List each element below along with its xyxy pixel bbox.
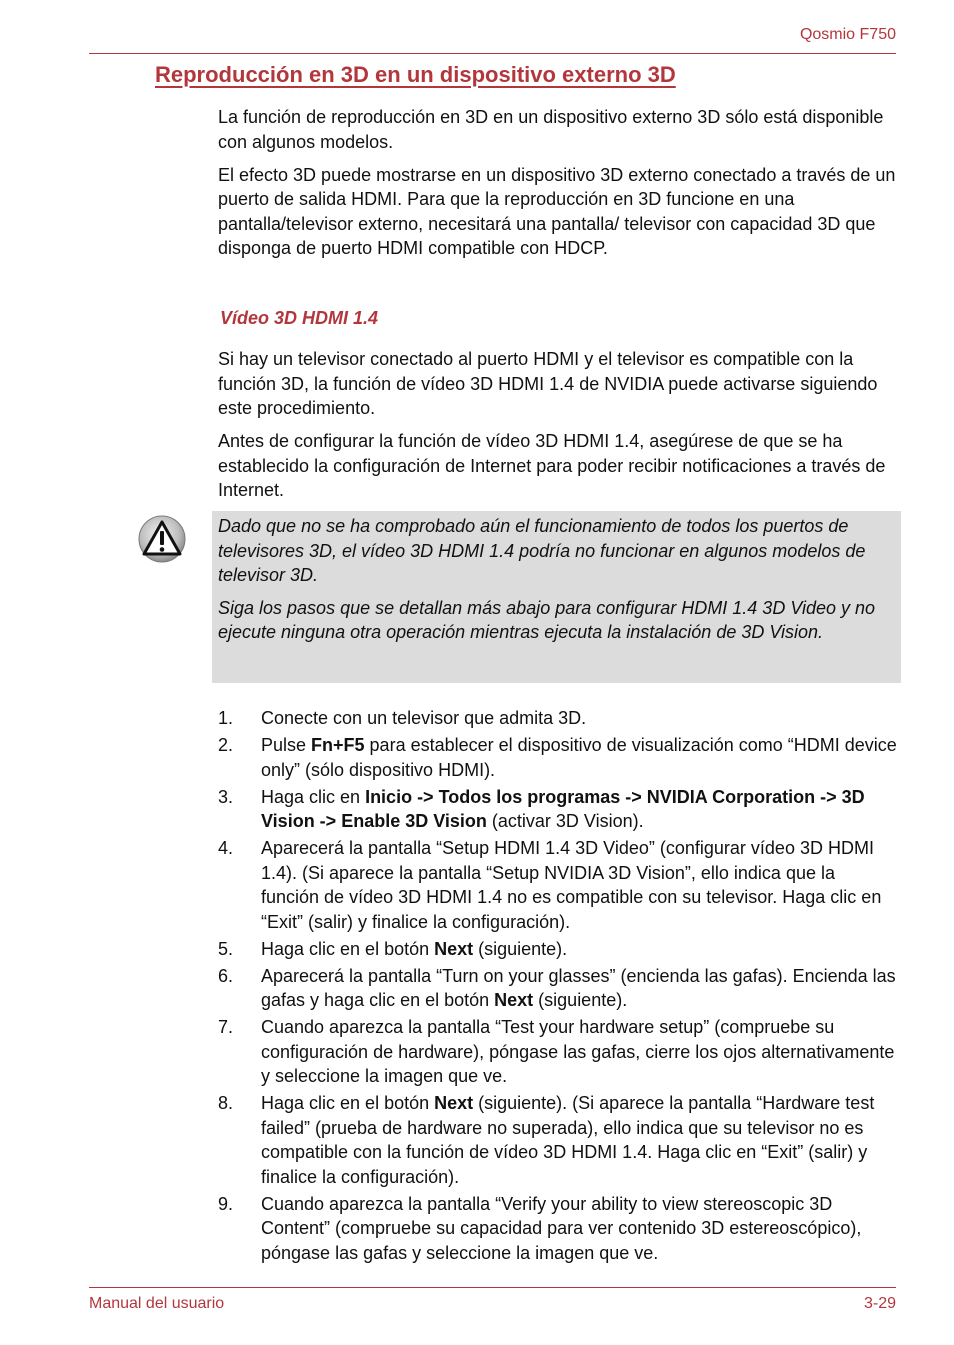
step-number: 2.	[218, 735, 234, 755]
step-number: 1.	[218, 708, 234, 728]
intro-paragraph: La función de reproducción en 3D en un dispositivo externo 3D sólo está disponible con algunos modelos.	[218, 107, 884, 152]
step-text	[261, 1015, 898, 1089]
step-text-fragment: (siguiente). (Si aparece la pantalla “Hardware test failed” (prueba de hardware no superada), ello indica que su televisor no es compatible con la función de vídeo 3D HDMI 1.4. Haga clic en “Exit” (salir) y finalice la configuración).	[261, 1093, 875, 1187]
step-item	[218, 964, 898, 1013]
header-model-name: Qosmio F750	[799, 26, 896, 43]
footer-divider	[89, 1287, 896, 1288]
step-item	[218, 706, 898, 731]
step-text-fragment: Cuando aparezca la pantalla “Test your hardware setup” (compruebe su configuración de hardware), póngase las gafas, cierre los ojos alternativamente y seleccione la imagen que ve.	[261, 1017, 895, 1086]
step-text	[261, 937, 898, 962]
step-text-fragment: (siguiente).	[533, 990, 628, 1010]
step-text-fragment: para establecer el dispositivo de visualización como “HDMI device only” (sólo dispositivo HDMI).	[261, 735, 897, 780]
step-text-fragment: Cuando aparezca la pantalla “Verify your ability to view stereoscopic 3D Content” (compruebe su capacidad para ver contenido 3D estereoscópico), póngase las gafas y seleccione la imagen que ve.	[261, 1193, 862, 1263]
step-item	[218, 937, 898, 962]
step-text-fragment: Haga clic en el botón	[261, 1093, 435, 1113]
step-number: 8.	[218, 1093, 234, 1113]
step-text-fragment: Conecte con un televisor que admita 3D.	[261, 708, 587, 728]
subsection-title: Vídeo 3D HDMI 1.4	[220, 308, 379, 328]
step-item	[218, 836, 898, 934]
section-title: Reproducción en 3D en un dispositivo externo 3D	[155, 62, 676, 87]
step-text	[261, 1091, 898, 1189]
step-number: 6.	[218, 965, 234, 986]
step-text	[261, 1192, 898, 1266]
procedure-steps	[218, 706, 898, 1268]
step-text-fragment: Pulse	[261, 735, 312, 755]
warning-note	[212, 511, 901, 683]
step-text	[261, 836, 898, 934]
step-text	[261, 964, 898, 1013]
step-item	[218, 1091, 898, 1189]
step-number: 9.	[218, 1193, 234, 1214]
step-number: 4.	[218, 838, 234, 858]
intro-paragraph: El efecto 3D puede mostrarse en un dispositivo 3D externo conectado a través de un puerto de salida HDMI. Para que la reproducción en 3D funcione en una pantalla/televisor externo, necesitará una pantalla/ televisor con capacidad 3D que disponga de puerto HDMI compatible con HDCP.	[218, 164, 896, 258]
step-emphasis: Next	[434, 938, 474, 959]
header-divider	[89, 53, 896, 54]
step-text-fragment: (siguiente).	[473, 938, 568, 959]
intro-text	[218, 105, 898, 261]
footer-manual-title: Manual del usuario	[89, 1295, 225, 1312]
step-item	[218, 733, 898, 782]
warning-paragraph: Dado que no se ha comprobado aún el funcionamiento de todos los puertos de televisores 3D, el vídeo 3D HDMI 1.4 podría no funcionar en algunos modelos de televisor 3D.	[218, 516, 866, 585]
step-number: 3.	[218, 786, 234, 807]
subsection-paragraph: Si hay un televisor conectado al puerto HDMI y el televisor es compatible con la función 3D, la función de vídeo 3D HDMI 1.4 de NVIDIA puede activarse siguiendo este procedimiento.	[218, 349, 878, 418]
step-text-fragment: (activar 3D Vision).	[486, 811, 644, 831]
step-emphasis: Fn+F5	[311, 735, 365, 755]
subsection-paragraph: Antes de configurar la función de vídeo 3D HDMI 1.4, asegúrese de que se ha establecido la configuración de Internet para poder recibir notificaciones a través de Internet.	[218, 431, 886, 500]
step-text-fragment: Haga clic en	[261, 786, 366, 807]
step-text-fragment: Aparecerá la pantalla “Setup HDMI 1.4 3D Video” (configurar vídeo 3D HDMI 1.4). (Si aparece la pantalla “Setup NVIDIA 3D Vision”, ello indica que la función de vídeo 3D HDMI 1.4 no es compatible con su televisor. Haga clic en “Exit” (salir) y finalice la configuración).	[261, 838, 882, 932]
step-emphasis: Next	[494, 990, 534, 1010]
subsection-text	[218, 347, 898, 503]
step-emphasis: Next	[434, 1093, 474, 1113]
warning-paragraph: Siga los pasos que se detallan más abajo para configurar HDMI 1.4 3D Video y no ejecute ninguna otra operación mientras ejecuta la instalación de 3D Vision.	[218, 597, 876, 642]
step-text	[261, 706, 898, 731]
step-number: 7.	[218, 1017, 234, 1037]
step-text	[261, 733, 898, 782]
step-text	[261, 785, 898, 834]
step-item	[218, 785, 898, 834]
step-text-fragment: Aparecerá la pantalla “Turn on your glasses” (encienda las gafas). Encienda las gafas y haga clic en el botón	[261, 965, 896, 1010]
step-number: 5.	[218, 938, 234, 959]
step-item	[218, 1015, 898, 1089]
step-emphasis: Inicio -> Todos los programas -> NVIDIA Corporation -> 3D Vision -> Enable 3D Vision	[261, 786, 865, 831]
step-item	[218, 1192, 898, 1266]
warning-triangle-icon	[137, 514, 187, 564]
step-text-fragment: Haga clic en el botón	[261, 938, 435, 959]
footer-page-number: 3-29	[863, 1295, 896, 1312]
